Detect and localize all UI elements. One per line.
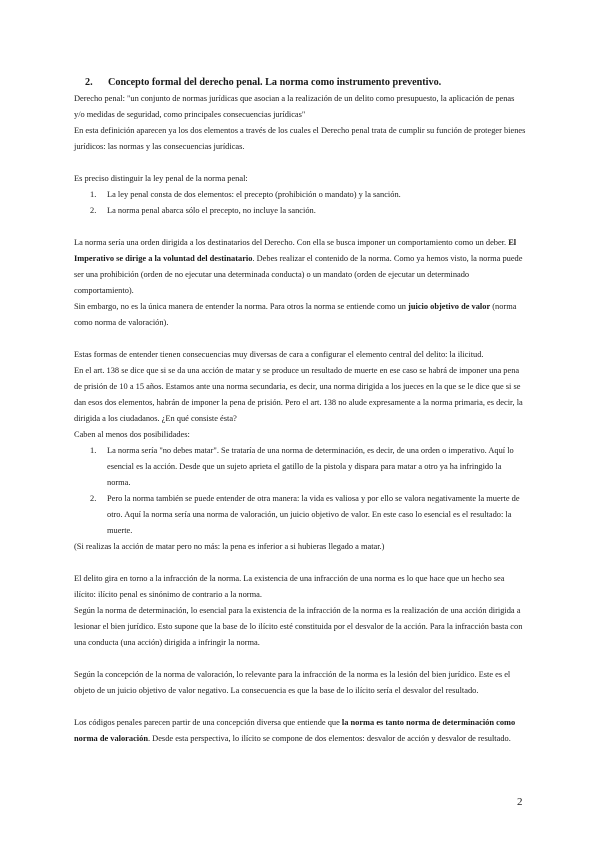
- list-ley-norma: [74, 187, 526, 219]
- section-heading: [74, 76, 526, 89]
- paragraph-elements: En esta definición aparecen ya los dos elementos a través de los cuales el Derecho penal trata de cumplir su función de proteger bienes jurídicos: las normas y las consecuencias jurídicas.: [74, 126, 526, 151]
- paragraph-distinguish: Es preciso distinguir la ley penal de la norma penal:: [74, 174, 248, 183]
- bold-juicio-valor: juicio objetivo de valor: [408, 302, 491, 311]
- paragraph-valoracion: Según la concepción de la norma de valoración, lo relevante para la infracción de la norma es la lesión del bien jurídico. Este es el objeto de un juicio objetivo de valor negativo. La consecuencia es que la base de lo ilícito sería el desvalor del resultado.: [74, 670, 511, 695]
- paragraph-imperativo: La norma sería una orden dirigida a los destinatarios del Derecho. Con ella se busca imponer un comportamiento como un deber. El Imperativo se dirige a la voluntad del destinatario. Debes realizar el contenido de la norma. Como ya hemos visto, la norma puede ser una prohibición (orden de no ejecutar una determinada conducta) o un mandato (orden de ejecutar un determinado comportamiento).: [74, 238, 523, 295]
- section-title: Concepto formal del derecho penal. La norma como instrumento preventivo.: [108, 77, 442, 88]
- paragraph-definition: Derecho penal: "un conjunto de normas jurídicas que asocian a la realización de un delito como presupuesto, la aplicación de penas y/o medidas de seguridad, como principales consecuencias jurídicas": [74, 94, 515, 119]
- list-item: 1. La norma sería "no debes matar". Se trataría de una norma de determinación, es decir, de una orden o imperativo. Aquí lo esencial es la acción. Desde que un sujeto aprieta el gatillo de la pistola y dispara para matar a otro ya ha infringido la norma.: [90, 446, 514, 487]
- list-item: 2. Pero la norma también se puede entender de otra manera: la vida es valiosa y por ello se valora negativamente la muerte de otro. Aquí la norma sería una norma de valoración, un juicio objetivo de valor. En este caso lo esencial es el resultado: la muerte.: [90, 494, 520, 535]
- paragraph-juicio-valor: Sin embargo, no es la única manera de entender la norma. Para otros la norma se entiende como un juicio objetivo de valor (norma como norma de valoración).: [74, 302, 517, 327]
- paragraph-delito: El delito gira en torno a la infracción de la norma. La existencia de una infracción de una norma es lo que hace que un hecho sea ilícito: ilícito penal es sinónimo de contrario a la norma.: [74, 574, 505, 599]
- list-item: 1. La ley penal consta de dos elementos: el precepto (prohibición o mandato) y la sanción.: [90, 190, 401, 199]
- list-posibilidades: [74, 443, 526, 539]
- page-content: [74, 76, 526, 747]
- paragraph-ilicitud: Estas formas de entender tienen consecuencias muy diversas de cara a configurar el elemento central del delito: la ilicitud.: [74, 350, 484, 359]
- paragraph-determinacion: Según la norma de determinación, lo esencial para la existencia de la infracción de la norma es la realización de una acción dirigida a lesionar el bien jurídico. Esto supone que la base de lo ilícito esté constituida por el desvalor de la acción. Para la infracción basta con una conducta (una acción) dirigida a infringir la norma.: [74, 606, 523, 647]
- section-number: 2.: [85, 77, 93, 88]
- paragraph-note: (Si realizas la acción de matar pero no más: la pena es inferior a si hubieras llegado a matar.): [74, 542, 385, 551]
- page-number: 2: [517, 796, 523, 808]
- list-item: 2. La norma penal abarca sólo el precepto, no incluye la sanción.: [90, 206, 316, 215]
- bold-imperativo: El Imperativo se dirige a la voluntad del destinatario: [74, 238, 517, 263]
- paragraph-codigos: Los códigos penales parecen partir de una concepción diversa que entiende que la norma es tanto norma de determinación como norma de valoración. Desde esta perspectiva, lo ilícito se compone de dos elementos: desvalor de acción y desvalor de resultado.: [74, 718, 516, 743]
- paragraph-art-138: En el art. 138 se dice que si se da una acción de matar y se produce un resultado de muerte en ese caso se habrá de imponer una pena de prisión de 10 a 15 años. Estamos ante una norma secundaria, es decir, una norma dirigida a los jueces en la que se le dice que si se dan esos dos elementos, habrán de imponer la pena de prisión. Pero el art. 138 no alude expresamente a la norma primaria, es decir, la dirigida a los ciudadanos. ¿En qué consiste ésta?: [74, 366, 523, 423]
- paragraph-posibilidades: Caben al menos dos posibilidades:: [74, 430, 190, 439]
- bold-norma-determinacion-valoracion: la norma es tanto norma de determinación como norma de valoración: [74, 718, 516, 743]
